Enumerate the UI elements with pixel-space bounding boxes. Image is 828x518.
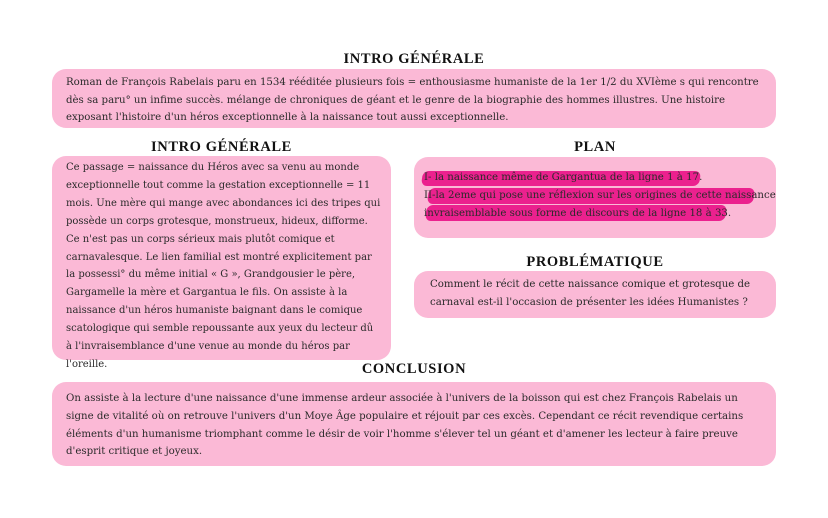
- conclusion-title: CONCLUSION: [361, 361, 467, 377]
- conclusion-text: On assiste à la lecture d'une naissance d'une immense ardeur associée à l'univers de la boisson qui est chez François Rabelais un signe de vitalité où on retrouve l'univers d'un Moye Âge populaire et réjouit par ces excès. Cependant ce récit revendique certains éléments d'un humanisme triomphant comme le désir de voir l'homme s'élever tel un géant et d'amener les lecteur à faire preuve d'esprit critique et joyeux.: [66, 393, 744, 458]
- intro-generale-passage-box: [52, 156, 391, 370]
- plan-line: [424, 187, 776, 205]
- plan-box: [414, 157, 776, 238]
- plan-line-text: II-la 2eme qui pose une réflexion sur les origines de cette naissance: [424, 190, 776, 201]
- problematique-title: PROBLÉMATIQUE: [526, 254, 664, 270]
- plan-line: [424, 169, 766, 187]
- intro-generale-passage-text: Ce passage = naissance du Héros avec sa venu au monde exceptionnelle tout comme la gestation exceptionnelle = 11 mois. Une mère qui mange avec abondances ici des tripes qui possède un corps grotesque, monstrueux, hideux, difforme. Ce n'est pas un corps sérieux mais plutôt comique et carnavalesque. Le lien familial est montré explicitement par la possessi° du même initial « G », Grandgousier le père, Gargamelle la mère et Gargantua le fils. On assiste à la naissance d'un héros humaniste baignant dans le comique scatologique qui semble repoussante aux yeux du lecteur dû à l'invraisemblance d'une venue au monde du héros par l'oreille.: [66, 162, 381, 370]
- plan-line-text: I- la naissance même de Gargantua de la ligne 1 à 17.: [424, 172, 703, 183]
- plan-title: PLAN: [574, 139, 616, 155]
- intro-generale-text: Roman de François Rabelais paru en 1534 rééditée plusieurs fois = enthousiasme humaniste de la 1er 1/2 du XVIème s qui rencontre dès sa paru° un infime succès. mélange de chroniques de géant et le genre de la biographie des hommes illustres. Une histoire exposant l'histoire d'un héros exceptionnelle à la naissance tout aussi exceptionnelle.: [66, 77, 759, 124]
- problematique-text: Comment le récit de cette naissance comique et grotesque de carnaval est-il l'occasion de présenter les idées Humanistes ?: [430, 279, 751, 308]
- conclusion-box: [52, 382, 776, 466]
- problematique-box: [414, 271, 776, 318]
- intro-generale-box: [52, 69, 776, 128]
- intro-generale-title: INTRO GÉNÉRALE: [343, 51, 485, 67]
- intro-generale-passage-title: INTRO GÉNÉRALE: [151, 139, 292, 155]
- plan-line-text: invraisemblable sous forme de discours de la ligne 18 à 33.: [424, 208, 732, 219]
- plan-line: [424, 205, 766, 223]
